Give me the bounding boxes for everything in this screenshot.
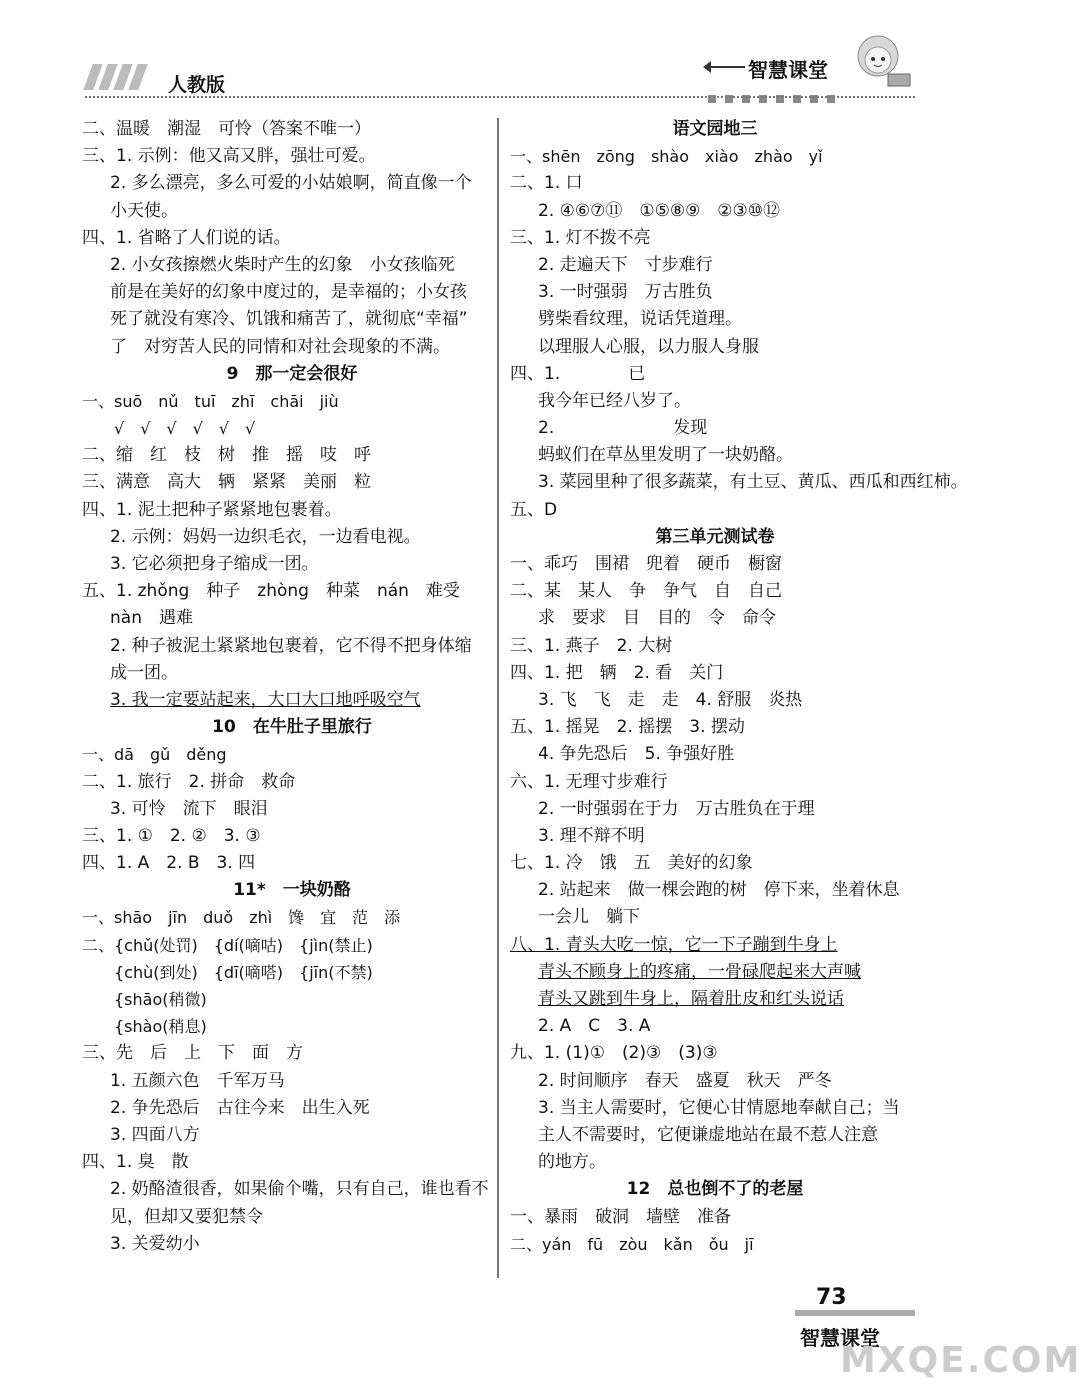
- left-answer-line: {shāo(稍微): [82, 990, 207, 1009]
- left-answer-line: 3. 我一定要站起来，大口大口地呼吸空气: [110, 689, 421, 710]
- watermark: MXQE.COM: [840, 1340, 1081, 1381]
- right-answer-line: 2. A C 3. A: [538, 1016, 651, 1037]
- left-answer-line: 四、1. 省略了人们说的话。: [82, 227, 291, 248]
- left-answer-line: 2. 小女孩擦燃火柴时产生的幻象 小女孩临死: [110, 254, 455, 275]
- left-answer-line: 成一团。: [110, 662, 178, 683]
- left-answer-line: 一、suō nǔ tuī zhī chāi jiù: [82, 391, 339, 411]
- header-dotted-rule: [85, 96, 915, 98]
- left-answer-line: {chù(到处) {dī(嘀嗒) {jīn(不禁): [82, 962, 373, 982]
- right-answer-line: 3. 理不辩不明: [538, 825, 645, 846]
- edition-label: 人教版: [168, 74, 226, 96]
- left-answer-line: 了 对穷苦人民的同情和对社会现象的不满。: [110, 336, 450, 357]
- right-answer-line: 4. 争先恐后 5. 争强好胜: [538, 744, 735, 765]
- arrow-icon: [705, 66, 745, 68]
- left-answer-line: 二、{chǔ(处罚) {dí(嘀咕) {jìn(禁止): [82, 935, 373, 955]
- right-answer-line: 一会儿 躺下: [538, 907, 640, 928]
- left-answer-line: 3. 关爱幼小: [110, 1233, 200, 1254]
- right-answer-line: 3. 一时强弱 万古胜负: [538, 282, 713, 303]
- right-answer-line: 二、某 某人 争 争气 自 自己: [510, 581, 782, 602]
- left-answer-line: 二、温暖 潮湿 可怜（答案不唯一）: [82, 119, 371, 139]
- right-answer-line: 青头又跳到牛身上，隔着肚皮和红头说话: [538, 989, 844, 1009]
- right-answer-line: 语文园地三: [672, 119, 758, 139]
- left-answer-line: 二、缩 红 枝 树 推 摇 吱 呼: [82, 445, 371, 466]
- mascot-girl-icon: [848, 30, 912, 90]
- right-answer-line: 六、1. 无理寸步难行: [510, 771, 668, 792]
- left-answer-line: 四、1. 臭 散: [82, 1152, 189, 1173]
- left-answer-line: {shào(稍息): [82, 1017, 207, 1037]
- left-answer-line: 五、1. zhǒng 种子 zhòng 种菜 nán 难受: [82, 581, 460, 602]
- right-answer-line: 三、1. 燕子 2. 大树: [510, 635, 673, 656]
- right-answer-line: 2. 时间顺序 春天 盛夏 秋天 严冬: [538, 1070, 832, 1091]
- right-answer-line: 3. 菜园里种了很多蔬菜，有土豆、黄瓜、西瓜和西红柿。: [538, 472, 968, 493]
- left-answer-line: 三、1. 示例：他又高又胖，强壮可爱。: [82, 146, 376, 167]
- left-answer-line: 2. 多么漂亮，多么可爱的小姑娘啊，简直像一个: [110, 173, 472, 194]
- right-answer-line: 2. 发现: [538, 418, 708, 439]
- left-answer-line: 3. 四面八方: [110, 1124, 200, 1145]
- right-answer-line: 四、1. 已: [510, 363, 646, 384]
- right-answer-line: 四、1. 把 辆 2. 看 关门: [510, 662, 724, 683]
- left-answer-line: 三、1. ① 2. ② 3. ③: [82, 825, 261, 846]
- left-answer-line: √ √ √ √ √ √: [82, 419, 256, 439]
- left-answer-line: 小天使。: [110, 200, 178, 221]
- left-column: [82, 116, 502, 1258]
- right-answer-line: 3. 当主人需要时，它便心甘情愿地奉献自己；当: [538, 1097, 900, 1118]
- left-answer-line: 一、dā gǔ děng: [82, 745, 227, 765]
- right-answer-line: 三、1. 灯不拨不亮: [510, 227, 651, 248]
- right-answer-line: 主人不需要时，它便谦虚地站在最不惹人注意: [538, 1124, 878, 1145]
- left-answer-line: 死了就没有寒冷、饥饿和痛苦了，就彻底“幸福”: [110, 309, 468, 330]
- right-answer-line: 以理服人心服，以力服人身服: [538, 336, 759, 357]
- left-answer-line: 9 那一定会很好: [226, 363, 358, 384]
- right-answer-line: 3. 飞 飞 走 走 4. 舒服 炎热: [538, 689, 803, 710]
- left-answer-line: 3. 它必须把身子缩成一团。: [110, 554, 319, 574]
- right-answer-line: 一、shēn zōng shào xiào zhào yǐ: [510, 147, 823, 167]
- header-stripes-decoration: [88, 64, 148, 94]
- right-answer-line: 一、暴雨 破洞 墙壁 准备: [510, 1206, 731, 1227]
- right-answer-line: 五、D: [510, 499, 558, 520]
- left-answer-line: 11* 一块奶酪: [233, 880, 351, 901]
- right-column: [510, 116, 968, 1258]
- page-header: [0, 0, 1000, 110]
- right-answer-line: 九、1. (1)① (2)③ (3)③: [510, 1043, 718, 1064]
- left-answer-line: 四、1. A 2. B 3. 四: [82, 853, 256, 874]
- left-answer-line: 三、满意 高大 辆 紧紧 美丽 粒: [82, 472, 371, 493]
- left-answer-line: 2. 争先恐后 古往今来 出生入死: [110, 1097, 370, 1118]
- right-answer-line: 求 要求 目 目的 令 命令: [538, 608, 776, 629]
- left-answer-line: 三、先 后 上 下 面 方: [82, 1043, 303, 1064]
- left-answer-line: 四、1. 泥土把种子紧紧地包裹着。: [82, 499, 342, 520]
- right-answer-line: 二、1. 口: [510, 173, 583, 194]
- right-answer-line: 七、1. 冷 饿 五 美好的幻象: [510, 853, 753, 874]
- right-answer-line: 我今年已经八岁了。: [538, 390, 691, 411]
- left-answer-line: 1. 五颜六色 千军万马: [110, 1070, 285, 1091]
- right-answer-line: 12 总也倒不了的老屋: [626, 1179, 804, 1200]
- footer-bar-decoration: [795, 1310, 915, 1316]
- left-answer-line: 2. 种子被泥土紧紧地包裹着，它不得不把身体缩: [110, 635, 472, 656]
- left-answer-line: 前是在美好的幻象中度过的，是幸福的；小女孩: [110, 282, 467, 303]
- left-answer-line: 一、shāo jīn duǒ zhì 馋 宜 范 添: [82, 908, 401, 928]
- right-answer-line: 蚂蚁们在草丛里发明了一块奶酪。: [538, 445, 793, 466]
- right-answer-line: 一、乖巧 围裙 兜着 硬币 橱窗: [510, 554, 782, 574]
- right-answer-line: 第三单元测试卷: [655, 526, 775, 547]
- left-answer-line: 2. 奶酪渣很香，如果偷个嘴，只有自己，谁也看不: [110, 1179, 489, 1200]
- brand-title: 智慧课堂: [748, 58, 828, 82]
- left-answer-line: 2. 示例：妈妈一边织毛衣，一边看电视。: [110, 526, 421, 547]
- right-answer-line: 2. 站起来 做一棵会跑的树 停下来，坐着休息: [538, 880, 900, 901]
- left-answer-line: 二、1. 旅行 2. 拼命 救命: [82, 771, 296, 792]
- right-answer-line: 八、1. 青头大吃一惊，它一下子蹦到牛身上: [510, 934, 838, 955]
- page-number: 73: [816, 1285, 847, 1310]
- left-answer-line: 3. 可怜 流下 眼泪: [110, 798, 268, 819]
- left-answer-line: 10 在牛肚子里旅行: [212, 717, 372, 738]
- right-answer-line: 劈柴看纹理，说话凭道理。: [538, 309, 742, 330]
- right-answer-line: 二、yán fū zòu kǎn ǒu jī: [510, 1234, 754, 1254]
- right-answer-line: 2. 走遍天下 寸步难行: [538, 254, 713, 275]
- right-answer-line: 2. 一时强弱在于力 万古胜负在于理: [538, 798, 815, 819]
- left-answer-line: 见，但却又要犯禁令: [110, 1206, 263, 1227]
- right-answer-line: 青头不顾身上的疼痛，一骨碌爬起来大声喊: [538, 961, 861, 982]
- right-answer-line: 的地方。: [538, 1152, 606, 1173]
- footer-brand: 智慧课堂: [800, 1326, 880, 1350]
- left-answer-line: nàn 遇难: [110, 608, 193, 629]
- right-answer-line: 五、1. 摇晃 2. 摇摆 3. 摆动: [510, 717, 745, 738]
- right-answer-line: 2. ④⑥⑦⑪ ①⑤⑧⑨ ②③⑩⑫: [538, 200, 781, 221]
